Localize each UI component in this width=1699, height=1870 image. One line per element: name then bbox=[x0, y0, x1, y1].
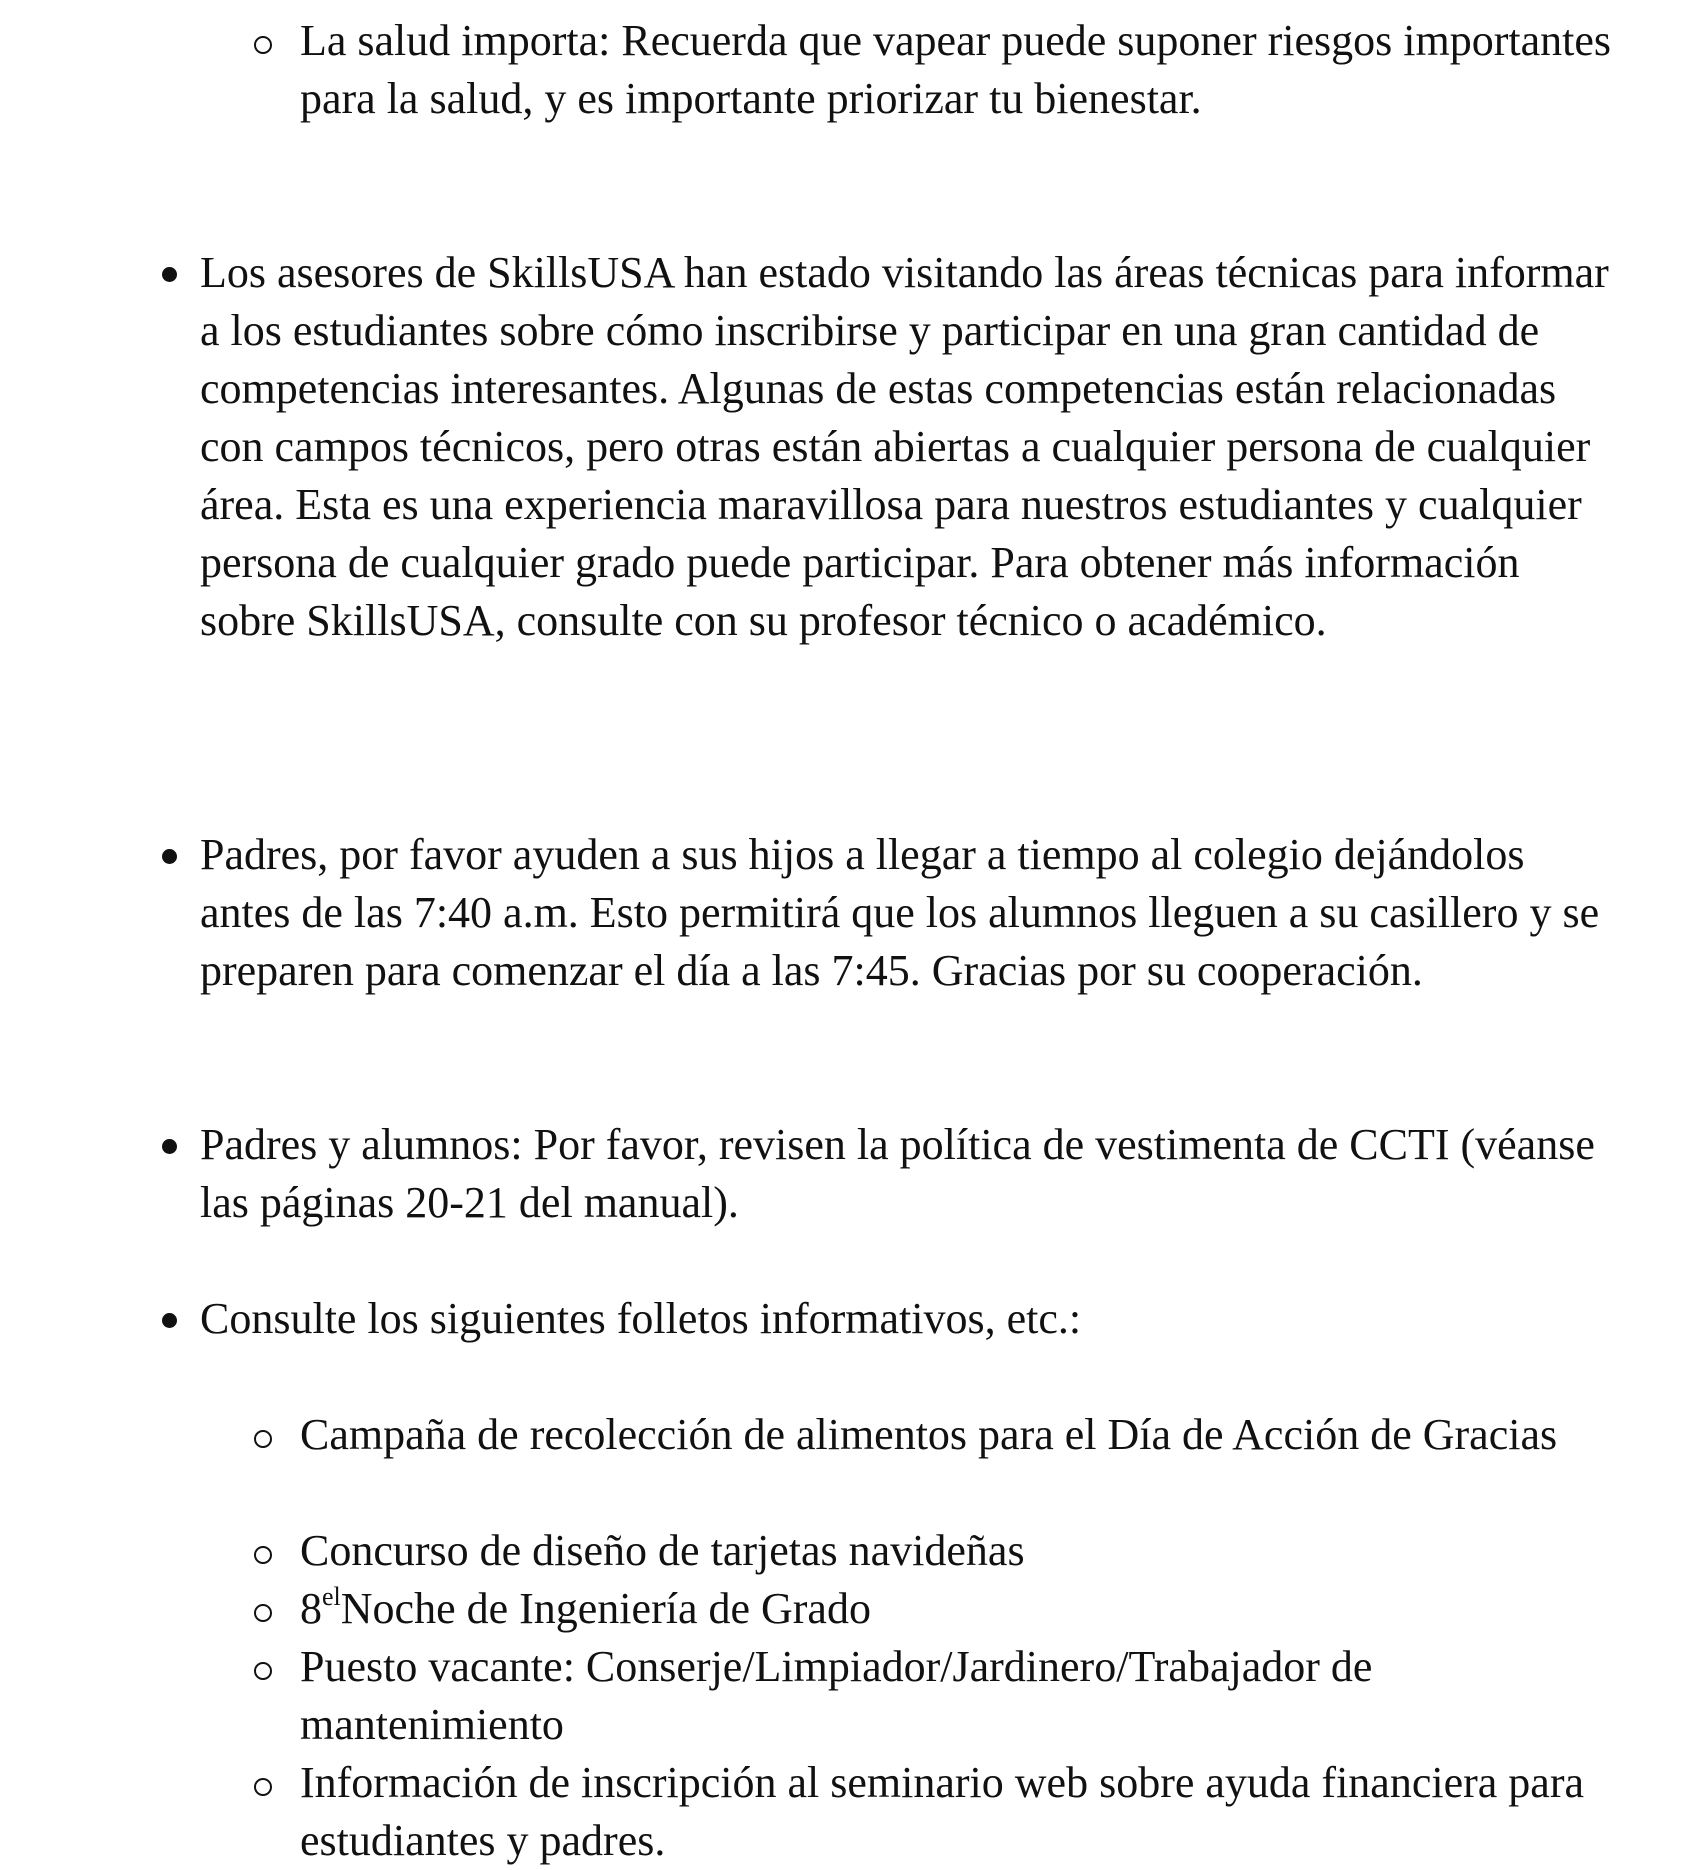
hollow-circle-bullet-icon bbox=[254, 36, 272, 54]
flyer-item bbox=[300, 1638, 1620, 1754]
bullet-arrival-time bbox=[200, 826, 1620, 1000]
flyer-item bbox=[300, 1754, 1620, 1870]
disc-bullet-icon bbox=[162, 267, 177, 282]
bullet-flyers bbox=[200, 1290, 1620, 1348]
hollow-circle-bullet-icon bbox=[254, 1546, 272, 1564]
flyer-text bbox=[300, 1580, 1620, 1638]
hollow-circle-bullet-icon bbox=[254, 1430, 272, 1448]
bullet-text: Los asesores de SkillsUSA han estado visitando las áreas técnicas para informar a los estudiantes sobre cómo inscribirse y participar en una gran cantidad de competencias interesantes. Algunas de estas competencias están relacionadas con campos técnicos, pero otras están abiertas a cualquier persona de cualquier área. Esta es una experiencia maravillosa para nuestros estudiantes y cualquier persona de cualquier grado puede participar. Para obtener más información sobre SkillsUSA, consulte con su profesor técnico o académico. bbox=[200, 248, 1609, 645]
disc-bullet-icon bbox=[162, 1313, 177, 1328]
flyer-text: Concurso de diseño de tarjetas navideñas bbox=[300, 1526, 1025, 1575]
bullet-dress-code bbox=[200, 1116, 1620, 1232]
disc-bullet-icon bbox=[162, 1139, 177, 1154]
bullet-text: Padres y alumnos: Por favor, revisen la política de vestimenta de CCTI (véanse las páginas 20-21 del manual). bbox=[200, 1120, 1595, 1227]
flyer-text: Puesto vacante: Conserje/Limpiador/Jardinero/Trabajador de mantenimiento bbox=[300, 1642, 1373, 1749]
subitem-text: La salud importa: Recuerda que vapear puede suponer riesgos importantes para la salud, y es importante priorizar tu bienestar. bbox=[300, 16, 1611, 123]
subitem-health bbox=[300, 12, 1620, 128]
hollow-circle-bullet-icon bbox=[254, 1778, 272, 1796]
bullet-text: Padres, por favor ayuden a sus hijos a llegar a tiempo al colegio dejándolos antes de las 7:40 a.m. Esto permitirá que los alumnos lleguen a su casillero y se preparen para comenzar el día a las 7:45. Gracias por su cooperación. bbox=[200, 830, 1600, 995]
flyer-prefix: 8 bbox=[300, 1584, 322, 1633]
flyer-item bbox=[300, 1406, 1620, 1464]
flyer-text: Campaña de recolección de alimentos para el Día de Acción de Gracias bbox=[300, 1410, 1558, 1459]
bullet-text: Consulte los siguientes folletos informativos, etc.: bbox=[200, 1294, 1082, 1343]
bullet-skillsusa bbox=[200, 244, 1620, 650]
hollow-circle-bullet-icon bbox=[254, 1604, 272, 1622]
flyer-item bbox=[300, 1580, 1620, 1638]
flyer-title: Noche de Ingeniería de Grado bbox=[340, 1584, 871, 1633]
disc-bullet-icon bbox=[162, 849, 177, 864]
hollow-circle-bullet-icon bbox=[254, 1662, 272, 1680]
flyer-item bbox=[300, 1522, 1620, 1580]
flyer-superscript: el bbox=[322, 1582, 341, 1611]
flyer-text: Información de inscripción al seminario web sobre ayuda financiera para estudiantes y padres. bbox=[300, 1758, 1585, 1865]
